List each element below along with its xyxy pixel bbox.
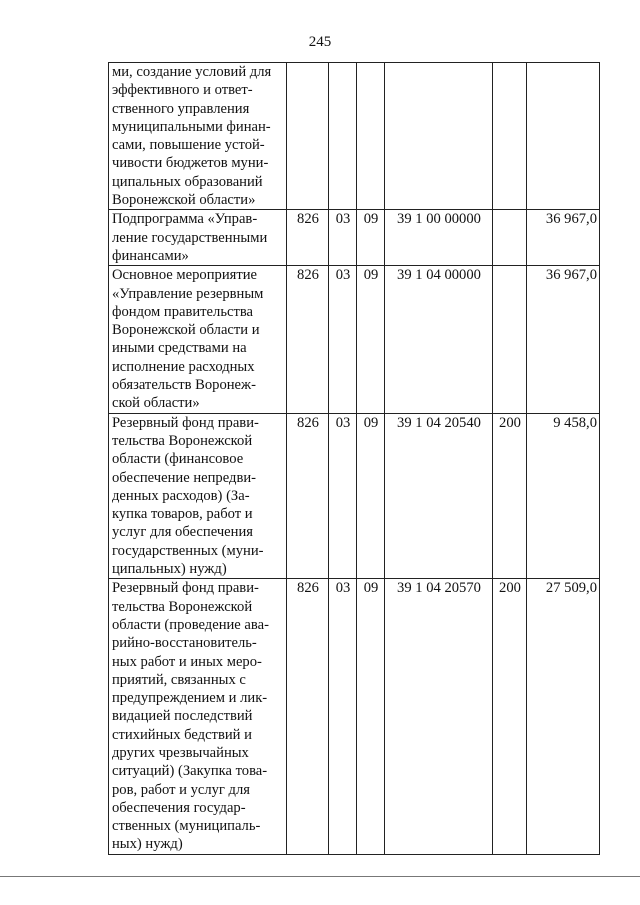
table-row bbox=[109, 413, 600, 579]
grbs-code-cell: 826 bbox=[287, 266, 329, 413]
target-article-cell bbox=[385, 63, 493, 210]
section-code-cell bbox=[329, 63, 357, 210]
item-name-line: Резервный фонд прави- bbox=[112, 414, 259, 431]
section-code-cell: 03 bbox=[329, 579, 357, 854]
section-code-cell: 03 bbox=[329, 210, 357, 266]
expense-type-cell: 200 bbox=[493, 579, 527, 854]
item-name-line: муниципальными финан- bbox=[112, 118, 271, 135]
item-name-line: купка товаров, работ и bbox=[112, 506, 253, 523]
subsection-code-cell: 09 bbox=[357, 579, 385, 854]
item-name-line: услуг для обеспечения bbox=[112, 524, 253, 541]
item-name-line: ственного управления bbox=[112, 100, 250, 117]
item-name-line: тельства Воронежской bbox=[112, 598, 253, 615]
expense-type-cell: 200 bbox=[493, 413, 527, 579]
amount-cell bbox=[527, 63, 600, 210]
section-code-cell: 03 bbox=[329, 413, 357, 579]
item-name-line: рийно-восстановитель- bbox=[112, 635, 257, 652]
subsection-code-cell: 09 bbox=[357, 210, 385, 266]
item-name-line: стихийных бедствий и bbox=[112, 726, 252, 743]
table-row bbox=[109, 210, 600, 266]
item-name-line: ственных (муниципаль- bbox=[112, 818, 261, 835]
amount-cell: 9 458,0 bbox=[527, 413, 600, 579]
target-article-cell: 39 1 04 20570 bbox=[385, 579, 493, 854]
bottom-rule bbox=[0, 876, 640, 877]
target-article-cell: 39 1 04 00000 bbox=[385, 266, 493, 413]
table-row bbox=[109, 63, 600, 210]
item-name-line: государственных (муни- bbox=[112, 542, 264, 559]
grbs-code-cell: 826 bbox=[287, 210, 329, 266]
item-name-line: Воронежской области и bbox=[112, 322, 260, 339]
item-name-line: обеспечение непредви- bbox=[112, 469, 256, 486]
item-name-line: ми, создание условий для bbox=[112, 64, 272, 80]
table-row bbox=[109, 266, 600, 413]
item-name-cell bbox=[109, 579, 287, 854]
subsection-code-cell: 09 bbox=[357, 413, 385, 579]
item-name-line: приятий, связанных с bbox=[112, 671, 246, 688]
item-name-line: ных работ и иных меро- bbox=[112, 653, 262, 670]
item-name-line: исполнение расходных bbox=[112, 358, 255, 375]
item-name-line: эффективного и ответ- bbox=[112, 82, 253, 99]
expense-type-cell bbox=[493, 210, 527, 266]
item-name-line: тельства Воронежской bbox=[112, 432, 253, 449]
item-name-line: Воронежской области» bbox=[112, 192, 256, 209]
table-row bbox=[109, 579, 600, 854]
item-name-cell bbox=[109, 210, 287, 266]
item-name-line: видацией последствий bbox=[112, 708, 253, 725]
grbs-code-cell bbox=[287, 63, 329, 210]
page-number: 245 bbox=[308, 34, 332, 50]
item-name-cell bbox=[109, 266, 287, 413]
budget-table-body bbox=[109, 63, 600, 855]
item-name-line: Основное мероприятие bbox=[112, 267, 258, 284]
item-name-cell bbox=[109, 63, 287, 210]
item-name-line: других чрезвычайных bbox=[112, 744, 249, 761]
item-name-line: ской области» bbox=[112, 395, 200, 412]
item-name-line: предупреждением и лик- bbox=[112, 690, 268, 707]
item-name-line: обеспечения государ- bbox=[112, 799, 246, 816]
item-name-line: чивости бюджетов муни- bbox=[112, 155, 269, 172]
grbs-code-cell: 826 bbox=[287, 413, 329, 579]
item-name-line: обязательств Воронеж- bbox=[112, 377, 256, 394]
item-name-line: Резервный фонд прави- bbox=[112, 580, 259, 597]
item-name-line: «Управление резервным bbox=[112, 285, 264, 302]
item-name-line: ление государственными bbox=[112, 229, 268, 246]
item-name-line: ситуаций) (Закупка това- bbox=[112, 763, 268, 780]
item-name-line: ципальных образований bbox=[112, 173, 263, 190]
amount-cell: 36 967,0 bbox=[527, 266, 600, 413]
target-article-cell: 39 1 00 00000 bbox=[385, 210, 493, 266]
grbs-code-cell: 826 bbox=[287, 579, 329, 854]
item-name-line: области (финансовое bbox=[112, 451, 244, 468]
subsection-code-cell bbox=[357, 63, 385, 210]
item-name-line: области (проведение ава- bbox=[112, 616, 269, 633]
item-name-line: Подпрограмма «Управ- bbox=[112, 211, 258, 228]
target-article-cell: 39 1 04 20540 bbox=[385, 413, 493, 579]
budget-table bbox=[108, 62, 600, 855]
item-name-line: ципальных) нужд) bbox=[112, 561, 227, 578]
expense-type-cell bbox=[493, 266, 527, 413]
section-code-cell: 03 bbox=[329, 266, 357, 413]
item-name-line: фондом правительства bbox=[112, 303, 253, 320]
item-name-line: денных расходов) (За- bbox=[112, 487, 250, 504]
item-name-line: сами, повышение устой- bbox=[112, 137, 265, 154]
expense-type-cell bbox=[493, 63, 527, 210]
item-name-line: ных) нужд) bbox=[112, 836, 183, 853]
item-name-line: иными средствами на bbox=[112, 340, 247, 357]
amount-cell: 36 967,0 bbox=[527, 210, 600, 266]
item-name-cell bbox=[109, 413, 287, 579]
item-name-line: ров, работ и услуг для bbox=[112, 781, 250, 798]
amount-cell: 27 509,0 bbox=[527, 579, 600, 854]
subsection-code-cell: 09 bbox=[357, 266, 385, 413]
item-name-line: финансами» bbox=[112, 247, 189, 264]
